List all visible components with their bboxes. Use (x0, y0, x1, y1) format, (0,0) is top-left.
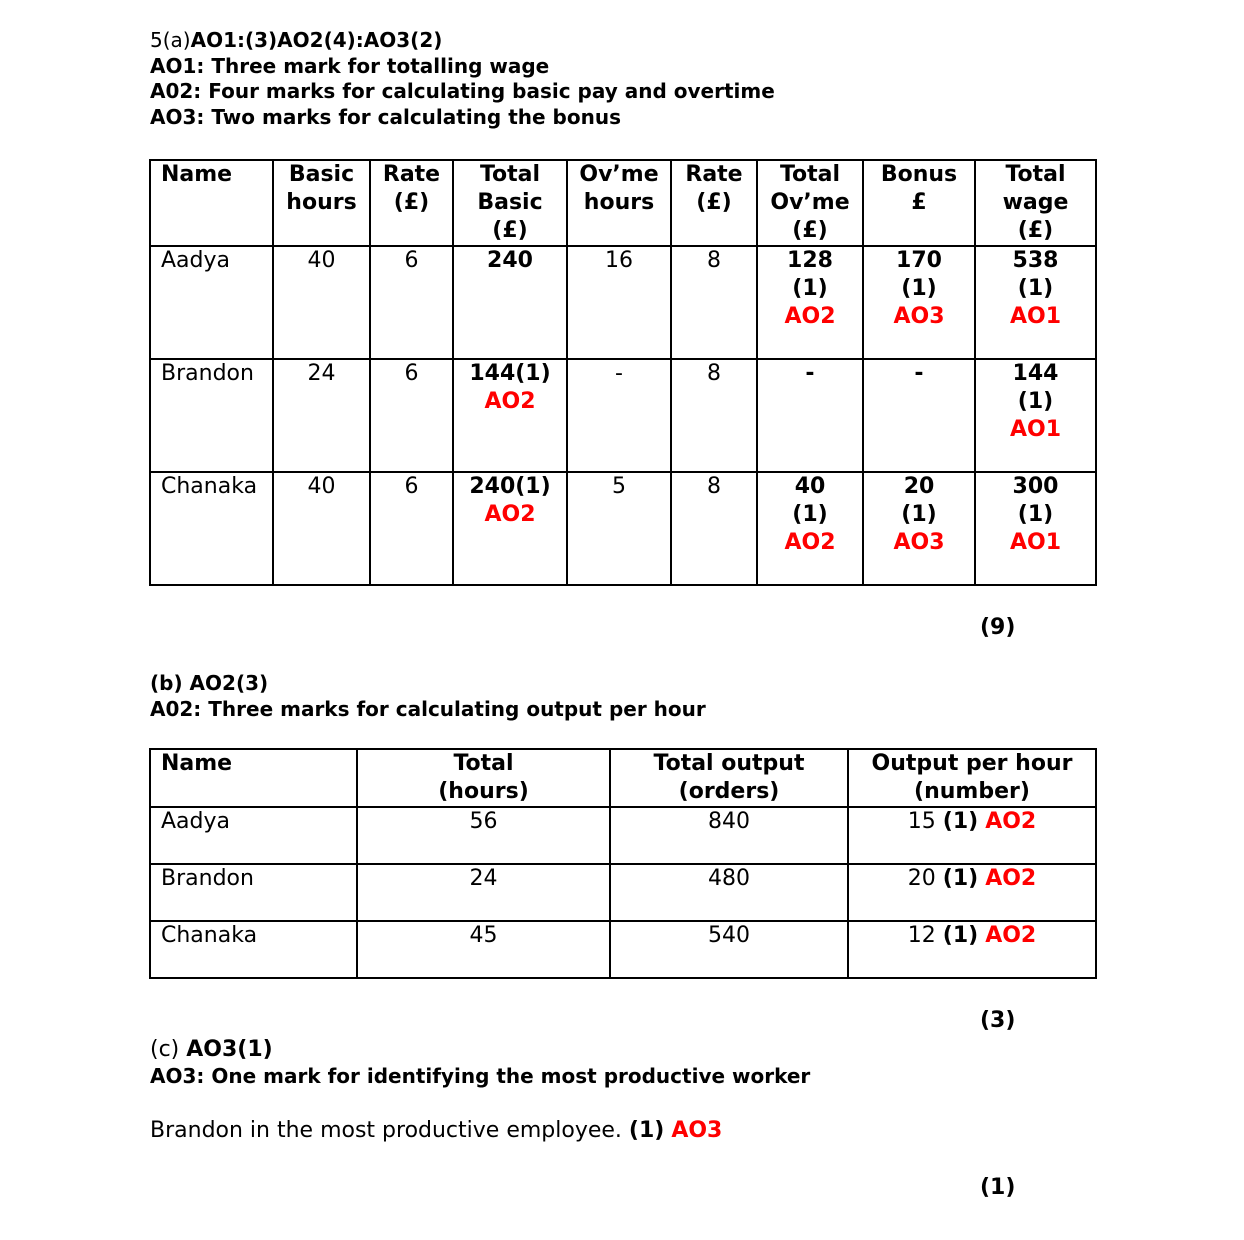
col-header: Bonus £ (863, 160, 975, 246)
cell: 8 (671, 359, 757, 472)
part-b-marks: (3) (980, 1008, 1016, 1033)
mark: (1) (942, 809, 979, 834)
table-row (150, 246, 1096, 359)
part-c-header (150, 1036, 810, 1090)
value: 240 (487, 248, 533, 273)
value: 128 (787, 248, 833, 273)
cell: - (567, 359, 671, 472)
cell (453, 359, 567, 472)
name-cell: Brandon (150, 864, 357, 921)
header-row (150, 749, 1096, 807)
name-cell: Aadya (150, 807, 357, 864)
output-table (149, 748, 1097, 979)
value: 40 (794, 474, 826, 499)
mark: (1) (1017, 389, 1054, 414)
mark: (1) (792, 502, 828, 527)
cell (975, 359, 1096, 472)
col-header: Total Basic (£) (453, 160, 567, 246)
part-b-heading: (b) AO2(3) (150, 671, 269, 695)
ao-label: AO3 (893, 530, 945, 555)
value: 144 (1012, 361, 1059, 386)
cell (757, 359, 863, 472)
cell (848, 864, 1096, 921)
cell: 8 (671, 246, 757, 359)
table-row (150, 472, 1096, 585)
name-cell: Chanaka (150, 921, 357, 978)
ao-label: AO1 (1009, 417, 1062, 442)
cell (757, 246, 863, 359)
value: 170 (896, 248, 942, 273)
part-c-line: AO3: One mark for identifying the most productive worker (150, 1064, 811, 1088)
value: 538 (1012, 248, 1059, 273)
mark: (1) (1017, 276, 1054, 301)
wage-table (149, 159, 1097, 586)
cell: 480 (610, 864, 848, 921)
table-row (150, 359, 1096, 472)
ao-label: AO2 (484, 389, 536, 414)
cell (848, 921, 1096, 978)
ao-label: AO2 (985, 923, 1037, 948)
cell: 840 (610, 807, 848, 864)
value: 20 (907, 866, 936, 891)
part-a-header (150, 28, 775, 130)
cell: 40 (273, 246, 370, 359)
part-c-heading (150, 1036, 810, 1064)
cell: 24 (357, 864, 610, 921)
ao-label: AO2 (985, 866, 1037, 891)
name-cell: Chanaka (150, 472, 273, 585)
cell (863, 246, 975, 359)
heading-prefix: (c) (150, 1037, 180, 1062)
part-a-line: AO3: Two marks for calculating the bonus (150, 104, 621, 129)
answer-text: Brandon in the most productive employee. (150, 1118, 622, 1143)
col-header: Ov’me hours (567, 160, 671, 246)
mark: (1) (901, 502, 937, 527)
name-cell: Brandon (150, 359, 273, 472)
ao-label: AO2 (784, 304, 836, 329)
part-a-line: AO1: Three mark for totalling wage (150, 53, 550, 78)
ao-label: AO2 (484, 502, 536, 527)
cell: 40 (273, 472, 370, 585)
cell (453, 472, 567, 585)
cell (863, 359, 975, 472)
table-row (150, 807, 1096, 864)
cell: 540 (610, 921, 848, 978)
cell: 5 (567, 472, 671, 585)
ao-label: AO3 (671, 1118, 723, 1143)
mark: (1) (942, 923, 979, 948)
cell: 16 (567, 246, 671, 359)
part-c-answer (150, 1118, 722, 1143)
name-cell: Aadya (150, 246, 273, 359)
table-row (150, 921, 1096, 978)
mark: (1) (942, 866, 979, 891)
part-a-marks: (9) (980, 615, 1016, 640)
value: - (805, 361, 815, 386)
value: 300 (1012, 474, 1059, 499)
ao-label: AO2 (985, 809, 1037, 834)
part-b-header (150, 671, 706, 722)
ao-label: AO1 (1009, 304, 1062, 329)
ao-label: AO3 (893, 304, 945, 329)
part-a-line: A02: Four marks for calculating basic pay and overtime (150, 79, 775, 103)
col-header: Rate (£) (370, 160, 453, 246)
col-header: Basic hours (273, 160, 370, 246)
ao-label: AO2 (784, 530, 836, 555)
col-header: Total output (orders) (610, 749, 848, 807)
part-c-marks: (1) (980, 1175, 1016, 1200)
col-header: Rate (£) (671, 160, 757, 246)
value: 20 (903, 474, 935, 499)
heading-ao: AO1:(3)AO2(4):AO3(2) (190, 28, 443, 52)
value: 15 (907, 809, 936, 834)
col-header: Total wage (£) (975, 160, 1096, 246)
heading-ao: AO3(1) (186, 1037, 273, 1062)
col-header: Name (150, 160, 273, 246)
value: 240(1) (469, 474, 551, 499)
mark: (1) (628, 1118, 665, 1143)
cell (975, 472, 1096, 585)
cell (975, 246, 1096, 359)
col-header: Total (hours) (357, 749, 610, 807)
part-a-heading (150, 28, 775, 54)
part-b-line: A02: Three marks for calculating output per hour (150, 696, 706, 721)
col-header: Output per hour (number) (848, 749, 1096, 807)
col-header: Name (150, 749, 357, 807)
mark: (1) (1017, 502, 1054, 527)
cell: 45 (357, 921, 610, 978)
cell: 8 (671, 472, 757, 585)
cell: 6 (370, 359, 453, 472)
heading-prefix: 5(a) (150, 28, 191, 52)
col-header: Total Ov’me (£) (757, 160, 863, 246)
cell (453, 246, 567, 359)
value: - (914, 361, 924, 386)
cell: 6 (370, 246, 453, 359)
mark: (1) (792, 276, 828, 301)
cell: 6 (370, 472, 453, 585)
ao-label: AO1 (1009, 530, 1062, 555)
header-row (150, 160, 1096, 246)
value: 144(1) (469, 361, 551, 386)
value: 12 (907, 923, 936, 948)
cell: 24 (273, 359, 370, 472)
cell (848, 807, 1096, 864)
table-row (150, 864, 1096, 921)
cell (863, 472, 975, 585)
cell: 56 (357, 807, 610, 864)
cell (757, 472, 863, 585)
mark: (1) (901, 276, 937, 301)
